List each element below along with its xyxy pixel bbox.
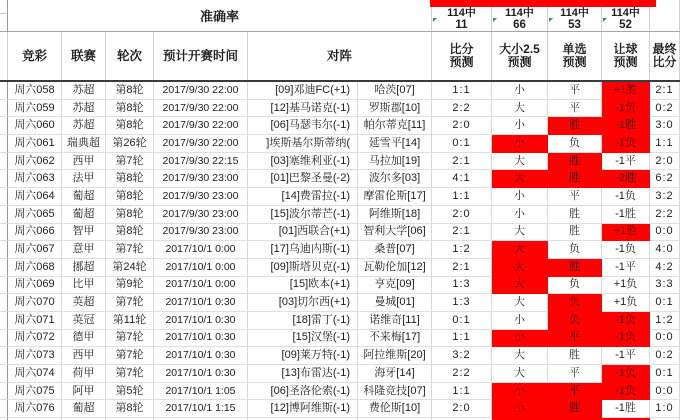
match-id-cell[interactable]: 周六073 xyxy=(8,347,62,365)
league-cell[interactable]: 阿甲 xyxy=(62,383,106,401)
overunder-prediction-cell[interactable]: 大 xyxy=(492,241,548,259)
stat-value: 11 xyxy=(455,19,468,31)
table-row xyxy=(0,82,680,100)
final-score-cell[interactable]: 0:0 xyxy=(650,383,680,401)
round-cell[interactable]: 第5轮 xyxy=(106,383,154,401)
round-cell[interactable]: 第8轮 xyxy=(106,206,154,224)
header-line: 预测 xyxy=(507,55,532,69)
table-row xyxy=(0,153,680,171)
score-prediction-cell[interactable]: 1:1 xyxy=(432,383,492,401)
match-id-cell[interactable]: 周六059 xyxy=(8,100,62,118)
league-cell[interactable]: 德甲 xyxy=(62,330,106,348)
single-pick-prediction-cell[interactable]: 胜 xyxy=(548,259,602,277)
handicap-prediction-cell[interactable]: -1平 xyxy=(602,259,650,277)
row-gutter-cell xyxy=(0,365,8,383)
row-gutter-cell xyxy=(0,100,8,118)
round-cell[interactable]: 第8轮 xyxy=(106,224,154,242)
handicap-prediction-cell[interactable]: -1负 xyxy=(602,241,650,259)
kickoff-time-cell[interactable]: 2017/10/1 0:00 xyxy=(154,277,248,295)
league-cell[interactable]: 瑞典超 xyxy=(62,135,106,153)
match-id-cell[interactable]: 周六068 xyxy=(8,259,62,277)
handicap-prediction-cell[interactable]: -1平 xyxy=(602,347,650,365)
final-score-cell[interactable]: 0:2 xyxy=(650,100,680,118)
single-pick-prediction-cell[interactable]: 平 xyxy=(548,100,602,118)
row-gutter-cell xyxy=(0,188,8,206)
handicap-prediction-cell[interactable]: -1负 xyxy=(602,100,650,118)
accuracy-row xyxy=(0,0,680,32)
league-cell[interactable]: 比甲 xyxy=(62,277,106,295)
league-cell[interactable]: 葡超 xyxy=(62,206,106,224)
overunder-prediction-cell[interactable]: 大 xyxy=(492,100,548,118)
round-cell[interactable]: 第7轮 xyxy=(106,347,154,365)
league-cell[interactable]: 英超 xyxy=(62,294,106,312)
row-gutter-cell xyxy=(0,241,8,259)
kickoff-time-cell[interactable]: 2017/9/30 22:00 xyxy=(154,82,248,100)
col-header-league[interactable]: 联赛 xyxy=(62,32,106,80)
table-row xyxy=(0,383,680,401)
final-score-cell[interactable]: 0:0 xyxy=(650,224,680,242)
home-team-cell[interactable]: [12]基马诺克(-1) xyxy=(248,100,358,118)
single-pick-prediction-cell[interactable]: 负 xyxy=(548,294,602,312)
table-row xyxy=(0,206,680,224)
final-score-cell[interactable]: 0:1 xyxy=(650,294,680,312)
stat-value: 52 xyxy=(619,19,632,31)
round-cell[interactable]: 第7轮 xyxy=(106,330,154,348)
away-team-cell[interactable]: 曼城[01] xyxy=(358,294,432,312)
away-team-cell[interactable]: 哈茨[07] xyxy=(358,82,432,100)
handicap-prediction-cell[interactable]: -1负 xyxy=(602,330,650,348)
round-cell[interactable]: 第26轮 xyxy=(106,135,154,153)
round-cell[interactable]: 第7轮 xyxy=(106,294,154,312)
handicap-prediction-cell[interactable]: -1胜 xyxy=(602,400,650,418)
row-gutter-cell xyxy=(0,330,8,348)
match-id-cell[interactable]: 周六075 xyxy=(8,383,62,401)
handicap-prediction-cell[interactable]: -1平 xyxy=(602,153,650,171)
home-team-cell[interactable]: [03]塞维利亚(-1) xyxy=(248,153,358,171)
final-score-cell[interactable]: 3:3 xyxy=(650,277,680,295)
home-team-cell[interactable]: [01]巴黎圣曼(-2) xyxy=(248,170,358,188)
round-cell[interactable]: 第24轮 xyxy=(106,259,154,277)
home-team-cell[interactable]: [09]斯塔贝克(-1) xyxy=(248,259,358,277)
overunder-prediction-cell[interactable]: 小 xyxy=(492,82,548,100)
row-gutter-cell xyxy=(0,259,8,277)
row-gutter-cell xyxy=(0,383,8,401)
kickoff-time-cell[interactable]: 2017/10/1 1:05 xyxy=(154,383,248,401)
match-id-cell[interactable]: 周六061 xyxy=(8,135,62,153)
away-team-cell[interactable]: 诺维奇[11] xyxy=(358,312,432,330)
score-prediction-cell[interactable]: 4:1 xyxy=(432,170,492,188)
stat-total: 114中 xyxy=(505,7,534,19)
round-cell[interactable]: 第8轮 xyxy=(106,400,154,418)
kickoff-time-cell[interactable]: 2017/10/1 0:30 xyxy=(154,365,248,383)
away-team-cell[interactable]: 费伦斯[10] xyxy=(358,400,432,418)
round-cell[interactable]: 第8轮 xyxy=(106,117,154,135)
kickoff-time-cell[interactable]: 2017/9/30 23:00 xyxy=(154,170,248,188)
league-cell[interactable]: 智甲 xyxy=(62,224,106,242)
final-score-cell[interactable]: 3:2 xyxy=(650,188,680,206)
header-line: 预测 xyxy=(449,55,474,69)
overunder-prediction-cell[interactable]: 小 xyxy=(492,135,548,153)
kickoff-time-cell[interactable]: 2017/9/30 22:00 xyxy=(154,135,248,153)
table-row xyxy=(0,347,680,365)
score-prediction-cell[interactable]: 2:1 xyxy=(432,259,492,277)
kickoff-time-cell[interactable]: 2017/9/30 23:00 xyxy=(154,224,248,242)
col-header-overunder-prediction[interactable] xyxy=(492,32,548,80)
final-score-cell[interactable]: 1:1 xyxy=(650,135,680,153)
score-prediction-cell[interactable]: 2:2 xyxy=(432,365,492,383)
overunder-prediction-cell[interactable]: 大 xyxy=(492,294,548,312)
overunder-prediction-cell[interactable]: 小 xyxy=(492,312,548,330)
final-score-cell[interactable]: 4:0 xyxy=(650,241,680,259)
home-team-cell[interactable]: [15]汉堡(-1) xyxy=(248,330,358,348)
handicap-prediction-cell[interactable]: +1胜 xyxy=(602,224,650,242)
final-score-cell[interactable]: 1:2 xyxy=(650,312,680,330)
home-team-cell[interactable]: [03]切尔西(+1) xyxy=(248,294,358,312)
table-row xyxy=(0,188,680,206)
league-cell[interactable]: 苏超 xyxy=(62,117,106,135)
comment-flag-icon xyxy=(549,18,553,22)
home-team-cell[interactable]: [13]布雷达(-1) xyxy=(248,365,358,383)
overunder-prediction-cell[interactable]: 小 xyxy=(492,206,548,224)
row-gutter-cell xyxy=(0,294,8,312)
home-team-cell[interactable]: [09]邓迪FC(+1) xyxy=(248,82,358,100)
header-line: 最终 xyxy=(652,42,677,56)
kickoff-time-cell[interactable]: 2017/10/1 0:00 xyxy=(154,241,248,259)
score-prediction-cell[interactable]: 1:1 xyxy=(432,330,492,348)
handicap-prediction-cell[interactable]: -1负 xyxy=(602,135,650,153)
away-team-cell[interactable]: 摩雷伦斯[17] xyxy=(358,188,432,206)
col-header-kickoff-time[interactable]: 预计开赛时间 xyxy=(154,32,248,80)
header-line: 单选 xyxy=(562,42,587,56)
header-line: 比分 xyxy=(449,42,474,56)
table-row xyxy=(0,294,680,312)
score-prediction-cell[interactable]: 1:1 xyxy=(432,188,492,206)
table-row xyxy=(0,100,680,118)
overunder-prediction-cell[interactable]: 大 xyxy=(492,224,548,242)
handicap-prediction-cell[interactable]: +1负 xyxy=(602,277,650,295)
round-cell[interactable]: 第7轮 xyxy=(106,241,154,259)
away-team-cell[interactable]: 帕尔蒂克[11] xyxy=(358,117,432,135)
match-id-cell[interactable]: 周六072 xyxy=(8,330,62,348)
table-row xyxy=(0,241,680,259)
round-cell[interactable]: 第11轮 xyxy=(106,312,154,330)
handicap-prediction-cell[interactable]: -1负 xyxy=(602,365,650,383)
match-id-cell[interactable]: 周六069 xyxy=(8,277,62,295)
home-team-cell[interactable]: [15]波尔蒂芒(-1) xyxy=(248,206,358,224)
table-row xyxy=(0,312,680,330)
comment-flag-icon xyxy=(433,18,437,22)
match-id-cell[interactable]: 周六065 xyxy=(8,206,62,224)
score-prediction-cell[interactable]: 2:1 xyxy=(432,224,492,242)
score-prediction-cell[interactable]: 2:1 xyxy=(432,153,492,171)
kickoff-time-cell[interactable]: 2017/9/30 23:00 xyxy=(154,188,248,206)
row-gutter-cell xyxy=(0,347,8,365)
row-gutter-cell xyxy=(0,82,8,100)
handicap-prediction-cell[interactable]: -1负 xyxy=(602,312,650,330)
match-id-cell[interactable]: 周六076 xyxy=(8,400,62,418)
match-id-cell[interactable]: 周六067 xyxy=(8,241,62,259)
stat-total: 114中 xyxy=(447,7,476,19)
header-line: 让球 xyxy=(613,42,638,56)
single-pick-prediction-cell[interactable]: 胜 xyxy=(548,224,602,242)
row-gutter-cell xyxy=(0,170,8,188)
kickoff-time-cell[interactable]: 2017/9/30 23:00 xyxy=(154,206,248,224)
final-score-cell[interactable]: 0:0 xyxy=(650,330,680,348)
final-score-cell[interactable]: 1:0 xyxy=(650,400,680,418)
round-cell[interactable]: 第9轮 xyxy=(106,277,154,295)
kickoff-time-cell[interactable]: 2017/9/30 22:15 xyxy=(154,153,248,171)
away-team-cell[interactable]: 亨克[09] xyxy=(358,277,432,295)
match-id-cell[interactable]: 周六074 xyxy=(8,365,62,383)
score-prediction-cell[interactable]: 2:0 xyxy=(432,206,492,224)
away-team-cell[interactable]: 阿维斯[18] xyxy=(358,206,432,224)
home-team-cell[interactable]: [12]博阿维斯(-1) xyxy=(248,400,358,418)
round-cell[interactable]: 第7轮 xyxy=(106,365,154,383)
overunder-prediction-cell[interactable]: 大 xyxy=(492,153,548,171)
score-prediction-cell[interactable]: 1:3 xyxy=(432,277,492,295)
single-pick-prediction-cell[interactable]: 胜 xyxy=(548,153,602,171)
stat-total: 114中 xyxy=(560,7,589,19)
home-team-cell[interactable]: [14]费雷拉(-1) xyxy=(248,188,358,206)
away-team-cell[interactable]: 延雪平[14] xyxy=(358,135,432,153)
overunder-prediction-cell[interactable]: 小 xyxy=(492,117,548,135)
match-id-cell[interactable]: 周六066 xyxy=(8,224,62,242)
score-prediction-cell[interactable]: 1:1 xyxy=(432,82,492,100)
single-pick-prediction-cell[interactable]: 负 xyxy=(548,277,602,295)
match-id-cell[interactable]: 周六060 xyxy=(8,117,62,135)
away-team-cell[interactable]: 阿拉维斯[20] xyxy=(358,347,432,365)
col-header-handicap-prediction[interactable] xyxy=(602,32,650,80)
home-team-cell[interactable]: ]埃斯基尔斯蒂纳( xyxy=(248,135,358,153)
overunder-prediction-cell[interactable]: 小 xyxy=(492,330,548,348)
handicap-prediction-cell[interactable]: -1负 xyxy=(602,188,650,206)
gutter-cell xyxy=(0,0,8,31)
score-prediction-cell[interactable]: 2:0 xyxy=(432,117,492,135)
match-id-cell[interactable]: 周六071 xyxy=(8,312,62,330)
comment-flag-icon xyxy=(603,18,607,22)
home-team-cell[interactable]: [06]马瑟韦尔(-1) xyxy=(248,117,358,135)
row-gutter-cell xyxy=(0,277,8,295)
row-gutter-cell xyxy=(0,224,8,242)
column-header-row xyxy=(0,32,680,82)
final-score-cell[interactable]: 0:2 xyxy=(650,347,680,365)
away-team-cell[interactable]: 马拉加[19] xyxy=(358,153,432,171)
single-pick-prediction-cell[interactable]: 负 xyxy=(548,241,602,259)
home-team-cell[interactable]: [01]西联合(+1) xyxy=(248,224,358,242)
overunder-prediction-cell[interactable]: 大 xyxy=(492,170,548,188)
score-prediction-cell[interactable]: 2:2 xyxy=(432,100,492,118)
stat-value: 53 xyxy=(568,19,581,31)
away-team-cell[interactable]: 罗斯郡[10] xyxy=(358,100,432,118)
kickoff-time-cell[interactable]: 2017/10/1 1:15 xyxy=(154,400,248,418)
final-score-cell[interactable]: 2:0 xyxy=(650,153,680,171)
table-row xyxy=(0,135,680,153)
stat-total: 114中 xyxy=(611,7,640,19)
round-cell[interactable]: 第8轮 xyxy=(106,170,154,188)
single-pick-prediction-cell[interactable]: 胜 xyxy=(548,117,602,135)
overunder-prediction-cell[interactable]: 大 xyxy=(492,365,548,383)
col-header-final-score[interactable] xyxy=(650,32,680,80)
row-gutter-cell xyxy=(0,400,8,418)
handicap-prediction-cell[interactable]: -1负 xyxy=(602,383,650,401)
round-cell[interactable]: 第8轮 xyxy=(106,100,154,118)
score-prediction-cell[interactable]: 0:1 xyxy=(432,135,492,153)
league-cell[interactable]: 荷甲 xyxy=(62,365,106,383)
col-header-single-prediction[interactable] xyxy=(548,32,602,80)
match-id-cell[interactable]: 周六070 xyxy=(8,294,62,312)
single-pick-prediction-cell[interactable]: 胜 xyxy=(548,206,602,224)
home-team-cell[interactable]: [15]欧本(+1) xyxy=(248,277,358,295)
single-pick-prediction-cell[interactable]: 平 xyxy=(548,383,602,401)
header-line: 预测 xyxy=(613,55,638,69)
league-cell[interactable]: 挪超 xyxy=(62,259,106,277)
kickoff-time-cell[interactable]: 2017/10/1 0:30 xyxy=(154,294,248,312)
table-row xyxy=(0,224,680,242)
table-row xyxy=(0,259,680,277)
single-pick-prediction-cell[interactable]: 负 xyxy=(548,135,602,153)
row-gutter-cell xyxy=(0,117,8,135)
handicap-prediction-cell[interactable]: -1胜 xyxy=(602,206,650,224)
table-row xyxy=(0,117,680,135)
round-cell[interactable]: 第7轮 xyxy=(106,153,154,171)
away-team-cell[interactable]: 桑普[07] xyxy=(358,241,432,259)
gutter-cell xyxy=(0,32,8,80)
match-id-cell[interactable]: 周六062 xyxy=(8,153,62,171)
home-team-cell[interactable]: [06]圣洛伦索(-1) xyxy=(248,383,358,401)
overunder-prediction-cell[interactable]: 小 xyxy=(492,383,548,401)
kickoff-time-cell[interactable]: 2017/10/1 0:00 xyxy=(154,259,248,277)
final-score-cell[interactable]: 2:1 xyxy=(650,82,680,100)
table-row xyxy=(0,330,680,348)
final-score-cell[interactable]: 0:1 xyxy=(650,365,680,383)
score-prediction-cell[interactable]: 3:2 xyxy=(432,347,492,365)
single-pick-prediction-cell[interactable]: 胜 xyxy=(548,400,602,418)
table-body xyxy=(0,82,680,420)
handicap-prediction-cell[interactable]: -2胜 xyxy=(602,170,650,188)
handicap-prediction-cell[interactable]: -1胜 xyxy=(602,117,650,135)
league-cell[interactable]: 苏超 xyxy=(62,100,106,118)
match-id-cell[interactable]: 周六058 xyxy=(8,82,62,100)
col-header-score-prediction[interactable] xyxy=(432,32,492,80)
final-score-cell[interactable]: 3:0 xyxy=(650,117,680,135)
col-header-match-id[interactable]: 竞彩 xyxy=(8,32,62,80)
accuracy-label-cell[interactable]: 准确率 xyxy=(8,0,432,31)
league-cell[interactable]: 葡超 xyxy=(62,400,106,418)
kickoff-time-cell[interactable]: 2017/10/1 0:30 xyxy=(154,347,248,365)
single-pick-prediction-cell[interactable]: 平 xyxy=(548,82,602,100)
overunder-prediction-cell[interactable]: 小 xyxy=(492,188,548,206)
kickoff-time-cell[interactable]: 2017/10/1 0:30 xyxy=(154,330,248,348)
single-pick-prediction-cell[interactable]: 胜 xyxy=(548,170,602,188)
home-team-cell[interactable]: [18]雷丁(-1) xyxy=(248,312,358,330)
league-cell[interactable]: 英冠 xyxy=(62,312,106,330)
kickoff-time-cell[interactable]: 2017/10/1 0:30 xyxy=(154,312,248,330)
comment-flag-icon xyxy=(493,18,497,22)
away-team-cell[interactable]: 不来梅[17] xyxy=(358,330,432,348)
round-cell[interactable]: 第8轮 xyxy=(106,82,154,100)
header-line: 大小2.5 xyxy=(499,42,540,56)
red-top-bar xyxy=(430,0,656,7)
kickoff-time-cell[interactable]: 2017/9/30 22:00 xyxy=(154,117,248,135)
round-cell[interactable]: 第8轮 xyxy=(106,188,154,206)
header-line: 预测 xyxy=(562,55,587,69)
row-gutter-cell xyxy=(0,206,8,224)
score-prediction-cell[interactable]: 1:2 xyxy=(432,241,492,259)
home-team-cell[interactable]: [17]乌迪内斯(-1) xyxy=(248,241,358,259)
league-cell[interactable]: 苏超 xyxy=(62,82,106,100)
header-line: 比分 xyxy=(652,55,677,69)
final-score-cell[interactable]: 2:2 xyxy=(650,206,680,224)
league-cell[interactable]: 西甲 xyxy=(62,153,106,171)
away-team-cell[interactable]: 海牙[14] xyxy=(358,365,432,383)
overunder-prediction-cell[interactable]: 大 xyxy=(492,347,548,365)
overunder-prediction-cell[interactable]: 小 xyxy=(492,400,548,418)
row-gutter-cell xyxy=(0,153,8,171)
final-score-cell[interactable]: 4:2 xyxy=(650,259,680,277)
score-prediction-cell[interactable]: 2:0 xyxy=(432,400,492,418)
league-cell[interactable]: 西甲 xyxy=(62,347,106,365)
away-team-cell[interactable]: 瓦勒伦加[12] xyxy=(358,259,432,277)
away-team-cell[interactable]: 科隆竞技[07] xyxy=(358,383,432,401)
away-team-cell[interactable]: 波尔多[03] xyxy=(358,170,432,188)
table-row xyxy=(0,277,680,295)
final-score-cell[interactable]: 6:2 xyxy=(650,170,680,188)
row-gutter-cell xyxy=(0,135,8,153)
home-team-cell[interactable]: [09]莱万特(-1) xyxy=(248,347,358,365)
score-prediction-cell[interactable]: 0:1 xyxy=(432,312,492,330)
league-cell[interactable]: 法甲 xyxy=(62,170,106,188)
stat-value: 66 xyxy=(513,19,526,31)
single-pick-prediction-cell[interactable]: 平 xyxy=(548,188,602,206)
kickoff-time-cell[interactable]: 2017/9/30 22:00 xyxy=(154,100,248,118)
overunder-prediction-cell[interactable]: 大 xyxy=(492,259,548,277)
score-prediction-cell[interactable]: 1:3 xyxy=(432,294,492,312)
col-header-round[interactable]: 轮次 xyxy=(106,32,154,80)
away-team-cell[interactable]: 智利大学[06] xyxy=(358,224,432,242)
league-cell[interactable]: 意甲 xyxy=(62,241,106,259)
single-pick-prediction-cell[interactable]: 平 xyxy=(548,330,602,348)
handicap-prediction-cell[interactable]: +1负 xyxy=(602,294,650,312)
row-gutter-cell xyxy=(0,312,8,330)
single-pick-prediction-cell[interactable]: 平 xyxy=(548,365,602,383)
league-cell[interactable]: 葡超 xyxy=(62,188,106,206)
col-header-matchup[interactable]: 对阵 xyxy=(248,32,432,80)
single-pick-prediction-cell[interactable]: 胜 xyxy=(548,347,602,365)
single-pick-prediction-cell[interactable]: 负 xyxy=(548,312,602,330)
table-row xyxy=(0,400,680,418)
overunder-prediction-cell[interactable]: 大 xyxy=(492,277,548,295)
handicap-prediction-cell[interactable]: +1胜 xyxy=(602,82,650,100)
table-row xyxy=(0,170,680,188)
match-id-cell[interactable]: 周六064 xyxy=(8,188,62,206)
match-id-cell[interactable]: 周六063 xyxy=(8,170,62,188)
table-row xyxy=(0,365,680,383)
